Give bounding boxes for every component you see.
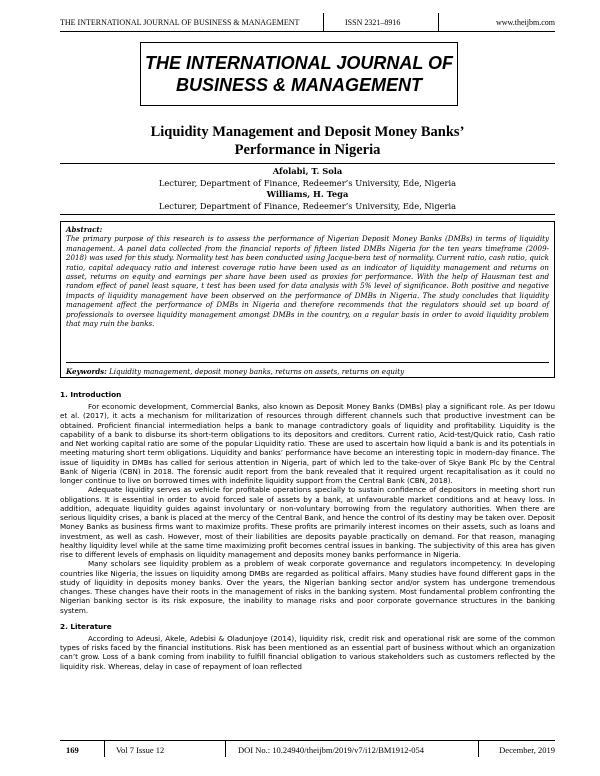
header-divider (323, 13, 324, 31)
header-divider (438, 13, 439, 31)
author-affiliation: Lecturer, Department of Finance, Redeemer’s University, Ede, Nigeria (158, 200, 457, 211)
paper-title (60, 123, 555, 159)
masthead-line-1: THE INTERNATIONAL JOURNAL OF (144, 53, 453, 73)
abstract-box (60, 221, 555, 378)
section-heading-introduction: 1. Introduction (60, 390, 122, 399)
author-name: Williams, H. Tega (266, 189, 349, 199)
article-body (60, 390, 555, 671)
footer-date: December, 2019 (499, 745, 555, 755)
abstract-label: Abstract: (66, 225, 103, 234)
keywords-label: Keywords: (66, 367, 107, 376)
section-heading-literature: 2. Literature (60, 621, 112, 631)
page-number: 169 (66, 745, 79, 755)
footer-doi[interactable]: DOI No.: 10.24940/theijbm/2019/v7/i12/BM1912-054 (238, 745, 425, 755)
paper-title-line-2: Performance in Nigeria (234, 142, 381, 158)
author-block (60, 163, 555, 215)
keywords (66, 362, 549, 376)
paper-title-line-1: Liquidity Management and Deposit Money Banks’ (150, 124, 465, 140)
abstract-text: The primary purpose of this research is to assess the performance of Nigerian Deposit Money Banks (DMBs) in terms of liquidity management. A panel data collected from the financial reports of fifteen listed DMBs Nigeria for the ten years timeframe (2009-2018) was used for this study. Normality test has been conducted using Jacque-bera test of normality. Current ratio, cash ratio, quick ratio, capital adequacy ratio and interest coverage ratio have been used as an indicator of liquidity management and returns on asset, returns on equity and earnings per share have been used as proxies for performance. With the help of Hausman test and random effect of panel least square, t test has been used for data analysis with 5% level of significance. Both positive and negative impacts of liquidity management have been observed on the performance of DMBs in Nigeria. The study concludes that liquidity management affect the performance of DMBs in Nigeria and therefore recommends that the regulators should set up board of professionals to oversee liquidity management amongst DMBs in the country, on a regular basis in order to avoid liquidity problem that may ruin the banks. (66, 234, 549, 329)
footer-divider (104, 741, 105, 757)
masthead-line-2: BUSINESS & MANAGEMENT (175, 75, 422, 95)
page-footer (60, 740, 555, 757)
body-paragraph: Adequate liquidity serves as vehicle for profitable operations specially to sustain confidence of depositors in meeting short run obligations. It is essential in order to avoid forced sale of assets by a bank, at unfavourable market conditions and at heavy loss. In addition, adequate liquidity guides against involuntary or non-voluntary borrowing from the regulatory authorities. When there are serious liquidity crises, a bank is placed at the mercy of the Central Bank, and hence the control of its destiny may be taken over. Deposit Money Banks as business firms want to maximize profits. These profits are primarily interest incomes on their assets, such as loans and investment, as well as cash. However, most of their liabilities are deposits payable practically on demand. For that reason, managing healthy liquidity level while at the same time maximizing profit becomes central issues in banking. The subjectivity of this area has given rise to different levels of emphasis on liquidity management and deposits money banks performance in Nigeria. (60, 485, 555, 559)
author-affiliation: Lecturer, Department of Finance, Redeemer’s University, Ede, Nigeria (158, 177, 457, 188)
footer-volume: Vol 7 Issue 12 (116, 745, 165, 755)
running-header (60, 13, 555, 32)
body-paragraph: According to Adeusi, Akele, Adebisi & Oladunjoye (2014), liquidity risk, credit risk and operational risk are some of the common types of risks faced by the financial institutions. Risk has been mentioned as an essential part of business without which an organization can’t grow. Loss of a bank coming from inability to fulfill financial obligation to various stakeholders such as customers reflected by the liquidity risk. Whereas, delay in case of repayment of loan reflected (60, 633, 555, 671)
footer-divider (225, 741, 226, 757)
header-issn: ISSN 2321–8916 (345, 18, 401, 27)
body-paragraph: For economic development, Commercial Banks, also known as Deposit Money Banks (DMBs) play a significant role. As per Idowu et al. (2017), it acts a mechanism for militarization of resources through different channels such that productive investment can be obtained. Proficient financial intermediation helps a bank to manage contradictory goals of liquidity and profitability. Liquidity is the capability of a bank to disburse its short-term obligations to its depositors and creditors. Current ratio, Acid-test/Quick ratio, Cash ratio and Net working capital ratio are some of the popular Liquidity ratio. These are used to ascertain how liquid a bank is and its potentials in meeting maturing short term obligations. Liquidity and banks’ performance have become an interesting topic in modern-day finance. The issue of liquidity in DMBs has called for serious attention in Nigeria, part of which led to the take-over of Skye Bank Plc by the Central Bank of Nigeria (CBN) in 2018. The forensic audit report from the bank revealed that it required urgent recapitalisation as it could no longer continue to live on borrowed times with indefinite liquidity support from the Central Bank (CBN, 2018). (60, 402, 555, 485)
header-journal-name: THE INTERNATIONAL JOURNAL OF BUSINESS & MANAGEMENT (60, 18, 300, 27)
author-name: Afolabi, T. Sola (272, 166, 343, 176)
header-url[interactable]: www.theijbm.com (495, 18, 555, 27)
keywords-text: Liquidity management, deposit money banks, returns on assets, returns on equity (109, 367, 405, 376)
footer-divider (478, 741, 479, 757)
body-paragraph: Many scholars see liquidity problem as a problem of weak corporate governance and regulators incompetency. In developing countries like Nigeria, the issues on liquidity among DMBs are regarded as political affairs. Many studies have found different gaps in the study of liquidity in deposits money banks. Over the years, the Nigerian banking sector and/or system has undergone tremendous changes. These changes have their roots in the management of risks in the banking system. Most fundamental problem confronting the Nigerian banking sector is its risk exposure, the inability to manage risks and poor corporate governance structures in the banking system. (60, 559, 555, 615)
journal-masthead (140, 42, 458, 106)
